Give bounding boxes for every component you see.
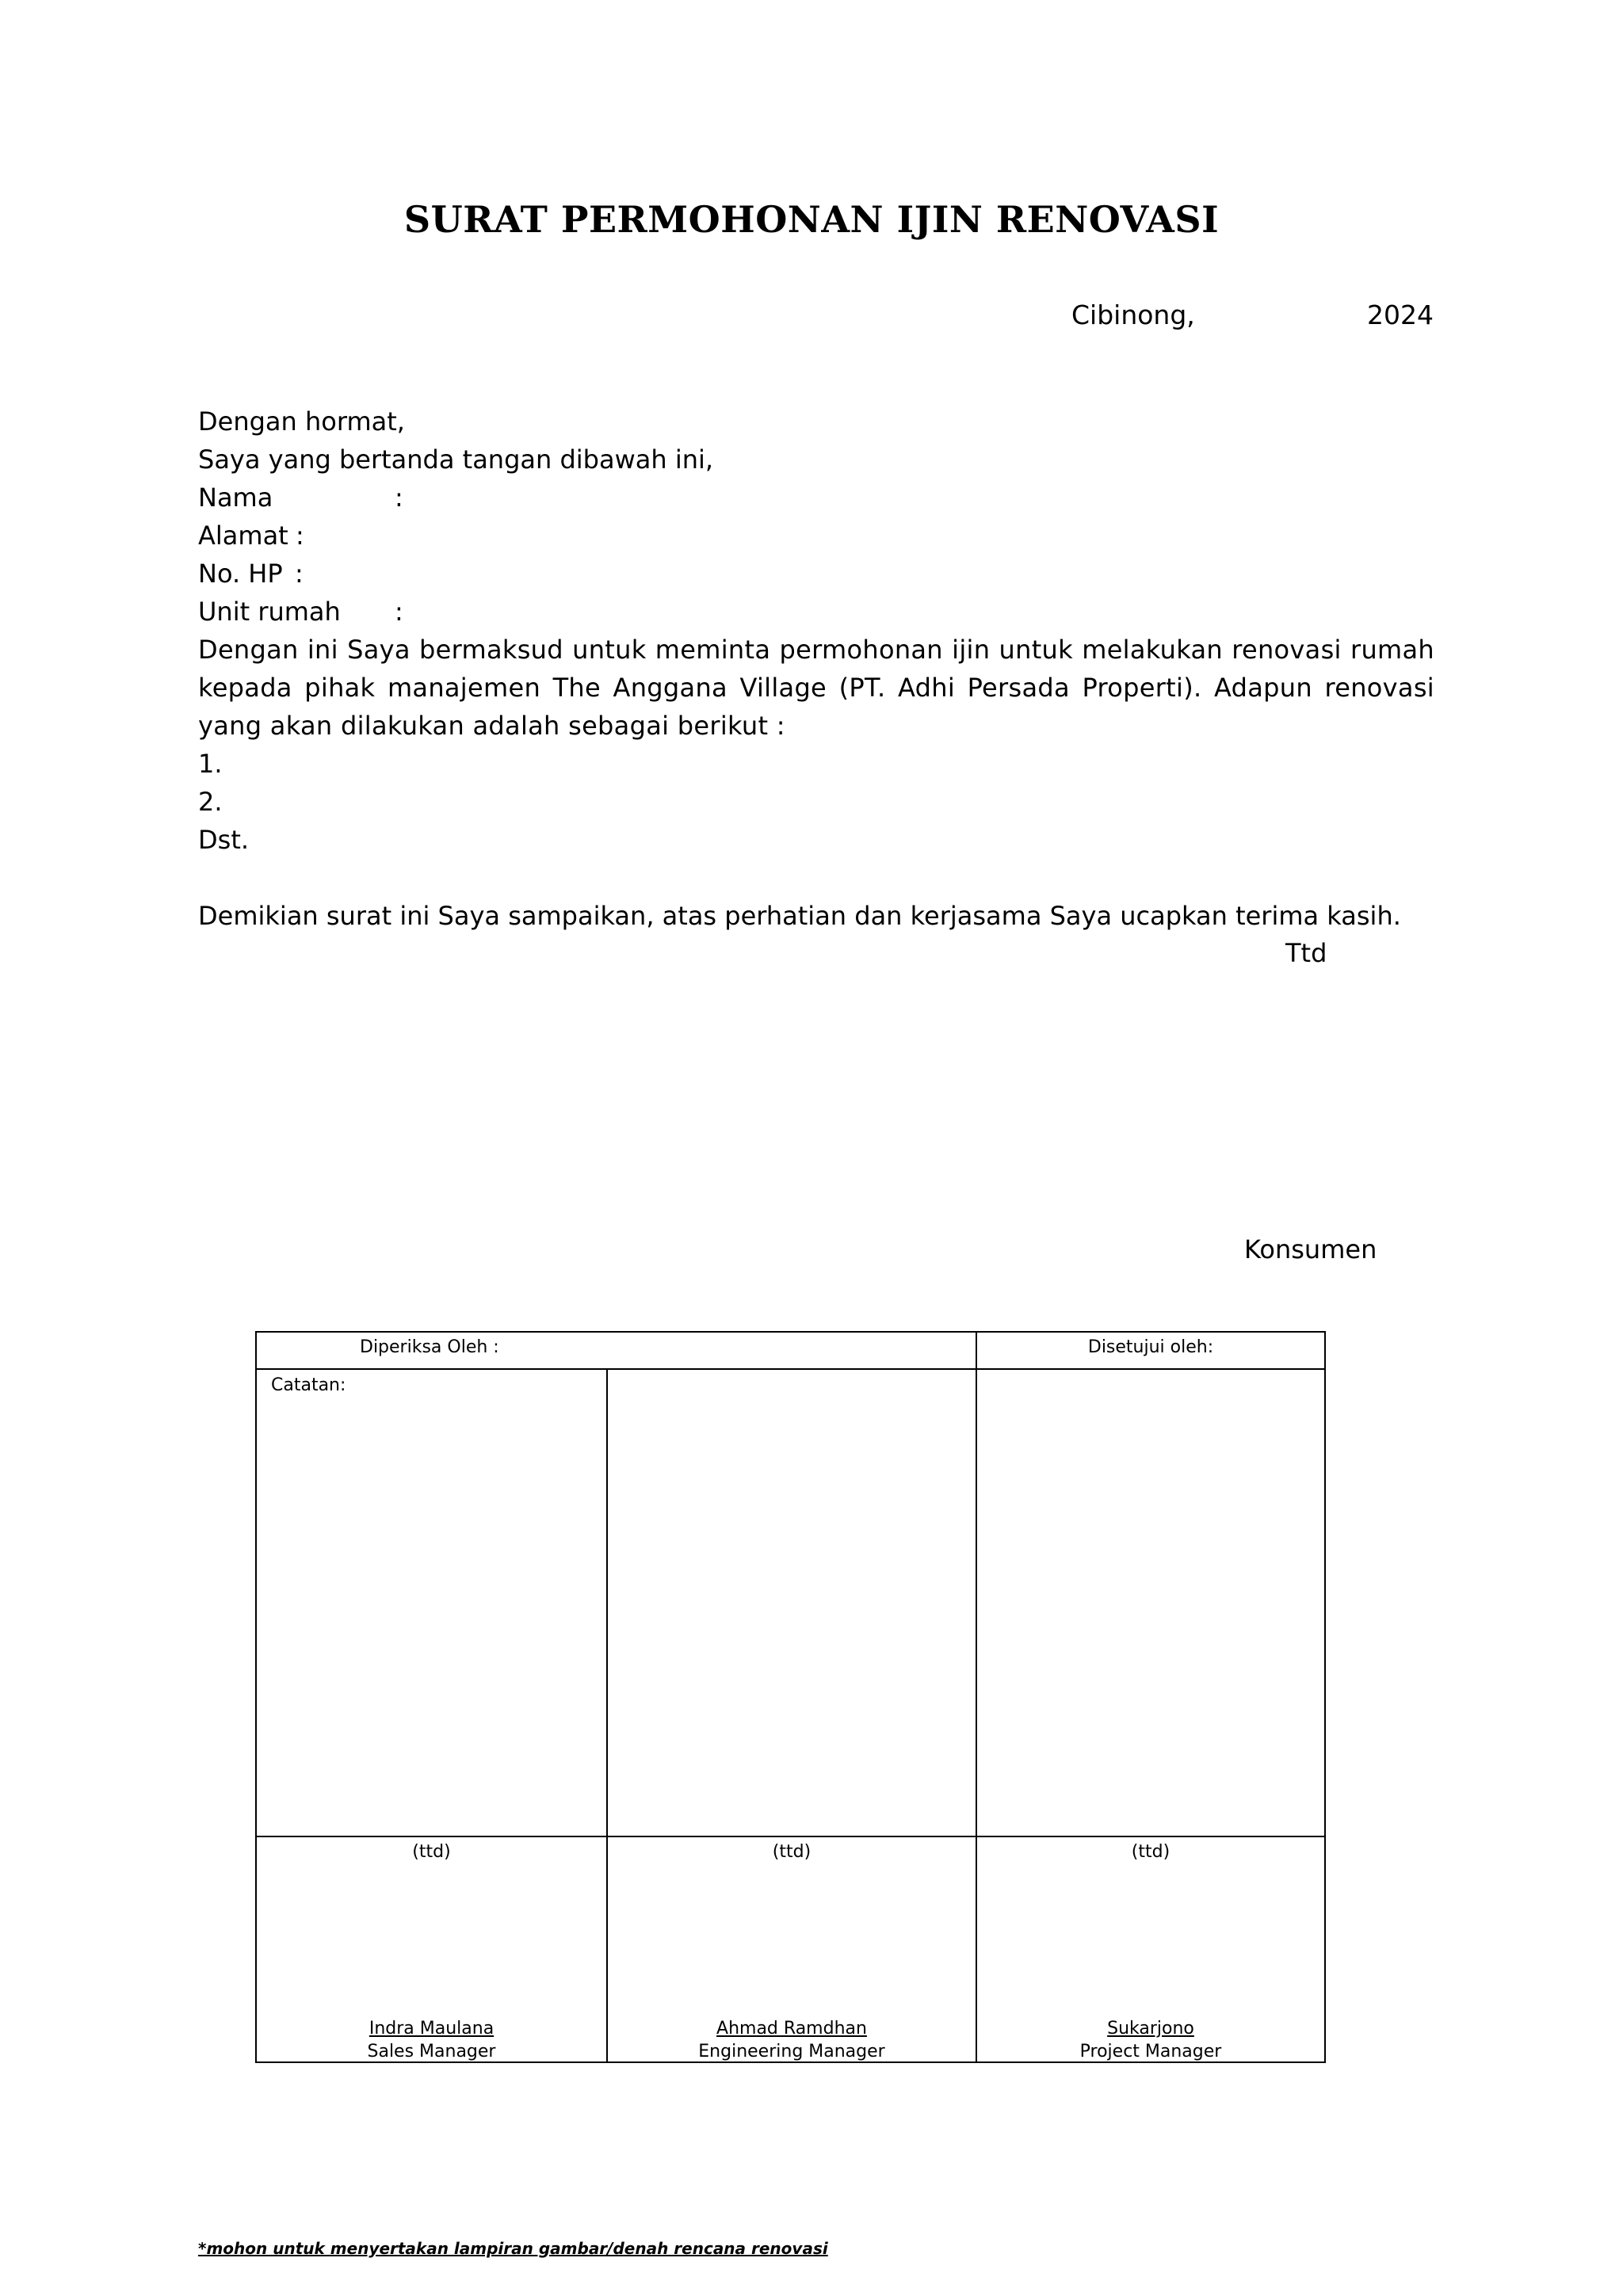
signatory-name-text: Indra Maulana — [369, 2019, 495, 2039]
table-row-divider — [257, 1368, 1324, 1370]
signatory-title: Sales Manager — [367, 2042, 496, 2061]
field-colon: : — [295, 559, 304, 589]
signatory-name — [257, 2019, 606, 2039]
field-label: Alamat — [198, 521, 288, 551]
list-item: 2. — [198, 787, 223, 817]
spacer — [198, 859, 1434, 897]
signatory-name-text: Sukarjono — [1107, 2019, 1194, 2039]
field-label: Unit rumah — [198, 597, 341, 627]
date-place: Cibinong, — [1071, 299, 1195, 330]
signer-role: Konsumen — [1244, 1234, 1377, 1264]
field-colon: : — [296, 521, 304, 551]
document-title: SURAT PERMOHONAN IJIN RENOVASI — [403, 198, 1220, 241]
field-no-hp — [198, 555, 1434, 593]
checked-by-header: Diperiksa Oleh : — [360, 1337, 499, 1357]
request-paragraph: Dengan ini Saya bermaksud untuk meminta permohonan ijin untuk melakukan renovasi rumah kepada pihak manajemen The Anggana Village (PT. Adhi Persada Properti). Adapun renovasi yang akan dilakukan adalah sebagai berikut : — [198, 635, 1434, 741]
table-col-divider — [606, 1368, 608, 2061]
signatory-title: Engineering Manager — [698, 2042, 885, 2061]
table-col-divider — [976, 1333, 977, 2061]
signatory-title: Project Manager — [1079, 2042, 1222, 2061]
ttd-placeholder: (ttd) — [412, 1842, 451, 1862]
signatory-name — [608, 2019, 976, 2039]
list-item: Dst. — [198, 825, 250, 855]
signature-label: Ttd — [1285, 938, 1327, 968]
ttd-placeholder: (ttd) — [772, 1842, 812, 1862]
list-item: 1. — [198, 749, 223, 779]
footnote: *mohon untuk menyertakan lampiran gambar/denah rencana renovasi — [198, 2239, 828, 2258]
field-label: No. HP — [198, 559, 283, 589]
notes-label: Catatan: — [271, 1375, 346, 1395]
field-nama — [198, 479, 1434, 517]
approval-table — [255, 1331, 1326, 2063]
intro-line: Saya yang bertanda tangan dibawah ini, — [198, 444, 714, 475]
field-label: Nama — [198, 482, 273, 513]
greeting: Dengan hormat, — [198, 406, 405, 437]
field-alamat — [198, 517, 1434, 555]
field-colon: : — [395, 482, 403, 513]
field-colon: : — [395, 597, 403, 627]
signatory-name — [977, 2019, 1324, 2039]
closing-line: Demikian surat ini Saya sampaikan, atas perhatian dan kerjasama Saya ucapkan terima kasih. — [198, 901, 1401, 931]
date-year: 2024 — [1367, 299, 1434, 330]
letter-body — [198, 402, 1434, 935]
ttd-placeholder: (ttd) — [1131, 1842, 1170, 1862]
field-unit-rumah — [198, 593, 1434, 631]
table-row-divider — [257, 1836, 1324, 1837]
signatory-name-text: Ahmad Ramdhan — [716, 2019, 867, 2039]
approved-by-header: Disetujui oleh: — [1087, 1337, 1214, 1357]
